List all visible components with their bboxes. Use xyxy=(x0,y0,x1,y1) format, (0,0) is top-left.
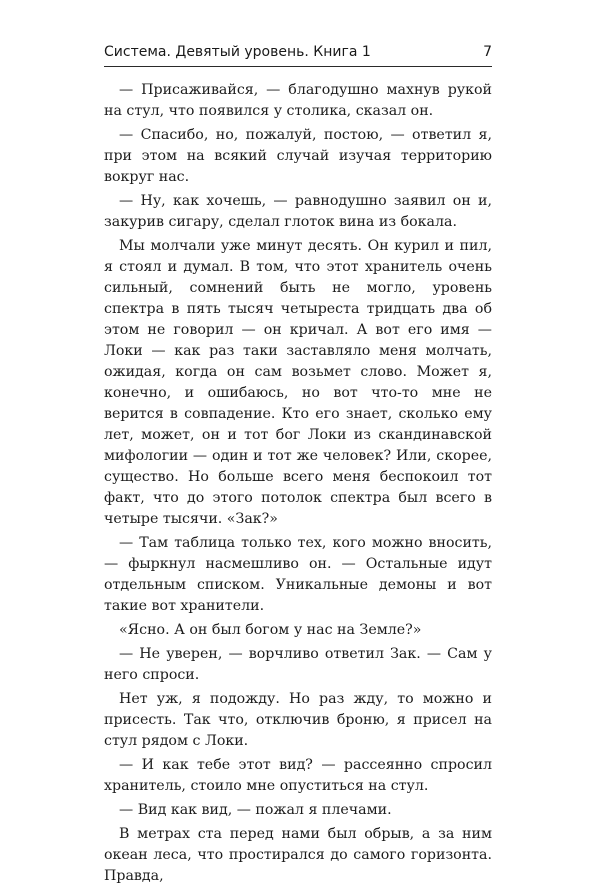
paragraph: «Ясно. А он был богом у нас на Земле?» xyxy=(119,622,422,638)
paragraph: — Ну, как хочешь, — равнодушно заявил он и, закурив сигару, сделал глоток вина из бокала. xyxy=(104,193,492,230)
paragraph: — Не уверен, — ворчливо ответил Зак. — Сам у него спроси. xyxy=(104,646,492,683)
paragraph: Нет уж, я подожду. Но раз жду, то можно и присесть. Так что, отключив броню, я присел на стул рядом с Локи. xyxy=(104,691,492,749)
paragraph: Мы молчали уже минут десять. Он курил и пил, я стоял и думал. В том, что этот хранитель очень сильный, сомнений быть не могло, уровень спектра в пять тысяч четыреста тридцать два об этом не говорил — он кричал. А вот его имя — Локи — как раз таки заставляло меня молчать, ожидая, когда он сам возьмет слово. Может я, конечно, и ошибаюсь, но вот что-то мне не верится в совпадение. Кто его знает, сколько ему лет, может, он и тот бог Локи из скандинавской мифологии — один и тот же человек? Или, скорее, существо. Но больше всего меня беспокоил тот факт, что до этого потолок спектра был всего в четыре тысячи. «Зак?» xyxy=(104,238,492,527)
paragraph: — Там таблица только тех, кого можно вносить, — фыркнул насмешливо он. — Остальные идут отдельным списком. Уникальные демоны и вот такие вот хранители. xyxy=(104,535,492,614)
body-text xyxy=(104,80,492,890)
running-header-title: Система. Девятый уровень. Книга 1 xyxy=(104,44,371,60)
paragraph: — Вид как вид, — пожал я плечами. xyxy=(119,802,392,818)
page-number: 7 xyxy=(483,44,492,60)
paragraph: В метрах ста перед нами был обрыв, а за ним океан леса, что простирался до самого горизонта. Правда, xyxy=(104,826,492,884)
paragraph: — Спасибо, но, пожалуй, постою, — ответил я, при этом на всякий случай изучая территорию вокруг нас. xyxy=(104,127,492,185)
paragraph: — И как тебе этот вид? — рассеянно спросил хранитель, стоило мне опуститься на стул. xyxy=(104,757,492,794)
header-divider xyxy=(104,66,492,67)
paragraph: — Присаживайся, — благодушно махнув рукой на стул, что появился у столика, сказал он. xyxy=(104,82,492,119)
running-header xyxy=(104,44,492,64)
